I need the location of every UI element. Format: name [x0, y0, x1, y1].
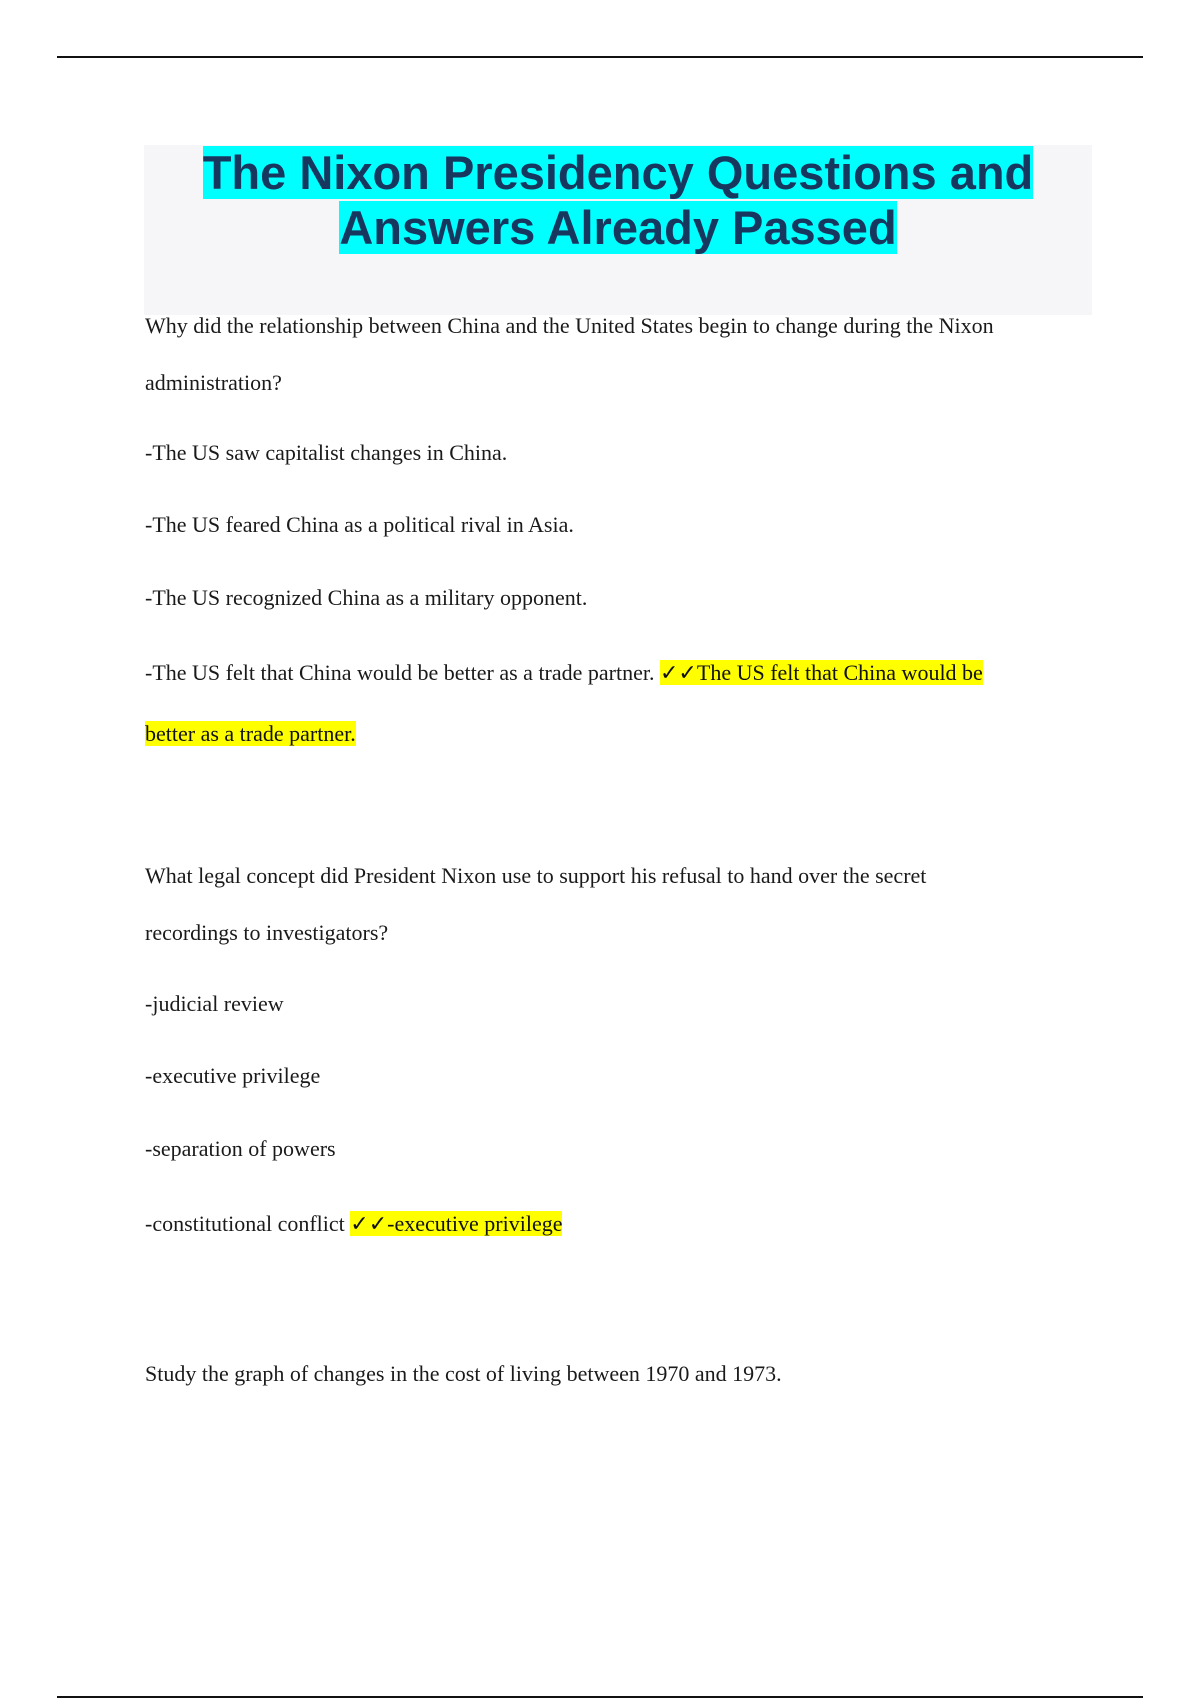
- bottom-rule: [57, 1696, 1143, 1698]
- q1-option-3: -The US recognized China as a military opponent.: [145, 585, 588, 610]
- q1-option-4: -The US felt that China would be better as a trade partner.: [145, 660, 655, 685]
- q1-option-4-line: [145, 660, 983, 687]
- q1-answer-line-2: better as a trade partner.: [145, 721, 356, 746]
- q1-answer-line-1: [660, 660, 983, 685]
- q3-prompt: Study the graph of changes in the cost of living between 1970 and 1973.: [145, 1361, 782, 1386]
- q2-check-icon: ✓✓: [350, 1212, 388, 1237]
- q1-question-line-2: administration?: [145, 370, 282, 395]
- q2-question-line-2: recordings to investigators?: [145, 920, 389, 945]
- q1-option-1: -The US saw capitalist changes in China.: [145, 440, 508, 465]
- top-rule: [57, 56, 1143, 58]
- q2-option-4-line: [145, 1211, 562, 1238]
- document-title: [144, 145, 1092, 255]
- q2-question-line-1: What legal concept did President Nixon use to support his refusal to hand over the secret: [145, 863, 927, 888]
- q2-answer-text: -executive privilege: [387, 1211, 563, 1236]
- q2-option-4: -constitutional conflict: [145, 1211, 345, 1236]
- q1-answer-line-2-wrap: [145, 721, 356, 747]
- q1-check-icon: ✓✓: [660, 661, 697, 686]
- q2-option-3: -separation of powers: [145, 1136, 336, 1161]
- q2-answer: [350, 1211, 562, 1236]
- title-line-2: Answers Already Passed: [339, 201, 897, 254]
- q1-answer-text-1: The US felt that China would be: [696, 660, 983, 685]
- q1-option-2: -The US feared China as a political rival in Asia.: [145, 512, 574, 537]
- q1-question-line-1: Why did the relationship between China and the United States begin to change during the Nixon: [145, 313, 994, 338]
- title-line-1: The Nixon Presidency Questions and: [202, 146, 1034, 199]
- q2-option-2: -executive privilege: [145, 1063, 321, 1088]
- q2-option-1: -judicial review: [145, 991, 284, 1016]
